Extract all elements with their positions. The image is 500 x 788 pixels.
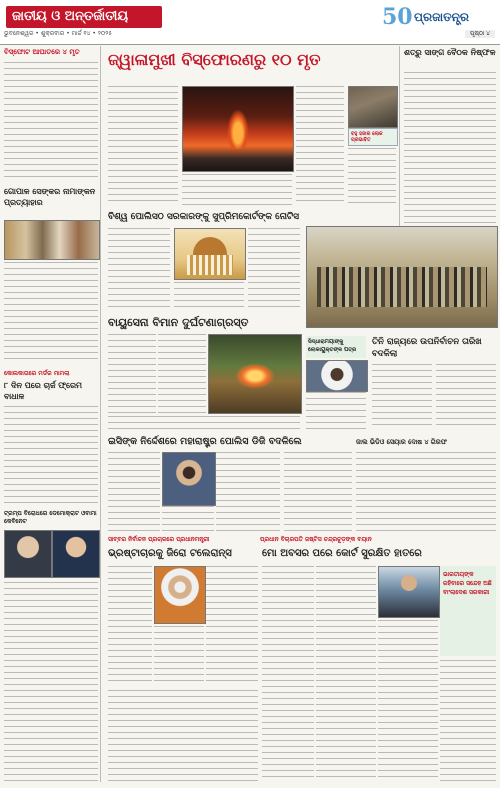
article-kicker: ପ୍ରଧାନ ବିଚାରପତି ଜଷ୍ଟିସ ଚନ୍ଦ୍ରଚୂଡ଼ଙ୍କ ବୟାନ <box>260 536 372 543</box>
article-body <box>108 86 178 206</box>
article-body <box>248 228 300 312</box>
supreme-court-photo <box>174 228 246 280</box>
page-number: ପୃଷ୍ଠା ୪ <box>465 30 495 38</box>
article-body <box>440 660 496 782</box>
article-headline: ବାୟୁସେନା ବିମାନ ଦୁର୍ଘଟଣାଗ୍ରସ୍ତ <box>108 316 249 329</box>
article-body <box>436 364 496 430</box>
lead-headline: ଜ୍ୱାଳାମୁଖୀ ବିସ୍ଫୋରଣରୁ ୧୦ ମୃତ <box>108 50 321 69</box>
article-body <box>348 148 396 206</box>
article-headline: ଟ୍ରମ୍ପ ବିରୋଧରେ ଡେମୋକ୍ରାଟ ଓବାମା କେବିନେଟ <box>4 510 97 525</box>
news-photo <box>348 86 398 128</box>
article-body <box>306 392 366 430</box>
anniversary-logo: 50 <box>382 4 413 30</box>
article-body <box>284 452 352 532</box>
article-body <box>262 566 314 782</box>
article-body <box>356 452 496 532</box>
article-body <box>174 282 244 312</box>
article-body <box>158 334 206 414</box>
masthead-logo: ପ୍ରଜାତନ୍ତ୍ର <box>414 10 470 24</box>
article-kicker: କୋଲକାତାରେ ମର୍ଡର ମାମଲା <box>4 370 70 377</box>
article-headline: ମୋ ଅବସର ପରେ କୋର୍ଟ ସୁରକ୍ଷିତ ହାତରେ <box>262 548 422 559</box>
article-body <box>378 620 438 782</box>
article-body <box>162 506 214 532</box>
side-headline: ବହୁ ହଜାର ଲୋକ ପ୍ରଭାବିତ <box>351 131 383 143</box>
rally-photo <box>306 226 498 328</box>
portrait-photo <box>52 530 100 578</box>
column-divider <box>100 46 101 782</box>
article-body <box>4 582 98 782</box>
volcano-photo <box>182 86 294 172</box>
article-body <box>108 228 170 312</box>
side-headline-box <box>348 128 398 146</box>
dateline: ଭୁବନେଶ୍ୱର • ଶୁକ୍ରବାର • ମାର୍ଚ୍ଚ ୧୪ • ୨୦୨୫ <box>4 30 112 37</box>
cji-photo <box>378 566 440 618</box>
page-header <box>0 0 500 45</box>
article-body <box>182 174 292 206</box>
article-headline-box <box>306 336 366 358</box>
article-headline: ଜାଲ ଭିଡିଓ ସେୟାର ଦୋଷ ୪ ଗିରଫ <box>356 438 447 446</box>
crash-photo <box>208 334 302 414</box>
article-body <box>108 566 152 686</box>
portrait-photo <box>306 360 368 392</box>
article-headline: ଭାରତୀୟଙ୍କ ରହିବାରେ ସନ୍ଦେହ ଅଛି ବାଂଲାଦେଶ ସରକାରୀ <box>443 571 492 596</box>
article-body <box>4 406 98 506</box>
article-headline: ୮ ଦିନ ପରେ ଚାର୍ଜ ଫ୍ରେମ ବାଧାଳ <box>4 381 83 401</box>
photo-caption <box>306 328 496 334</box>
article-headline: ଶତ୍ରୁ ସାଙ୍ଗ ବୈଠକ ନିଷ୍ଫଳ <box>404 48 496 57</box>
article-body <box>4 62 98 182</box>
article-body <box>316 566 376 782</box>
article-body <box>108 452 160 532</box>
article-body <box>296 86 344 206</box>
section-banner: ଜାତୀୟ ଓ ଅନ୍ତର୍ଜାତୀୟ <box>6 6 162 28</box>
article-kicker: ସାବ୍ବର ନିର୍ବାଚନ ପ୍ରଚାରରେ ପ୍ରଧାନମନ୍ତ୍ରୀ <box>108 536 210 543</box>
portrait-photo <box>4 530 52 578</box>
pm-photo <box>154 566 206 624</box>
article-headline: ଭ୍ରଷ୍ଟାଚାରକୁ ଜିରୋ ଟଲେରାନ୍ସ <box>108 548 232 559</box>
article-headline: ସିଦ୍ଧାରାମୟାଙ୍କୁ ଲୋକାୟୁକ୍ତଙ୍କ ପତ୍ର <box>308 339 357 353</box>
article-body <box>206 566 258 686</box>
article-headline: ତିନି ରାଜ୍ୟରେ ଉପନିର୍ବାଚନ ତାରିଖ ବଦଳିଲା <box>372 337 482 359</box>
news-box <box>440 566 496 656</box>
article-headline: ବିସ୍ଫୋଟ ଆଘାତରେ ୪ ମୃତ <box>4 48 80 56</box>
article-body <box>108 416 300 430</box>
news-photo <box>4 220 100 260</box>
article-headline: ଇସିଙ୍କ ନିର୍ଦ୍ଦେଶରେ ମହାରାଷ୍ଟ୍ର ପୋଲିସ ଡିଜି ବଦଳିଲେ <box>108 436 302 447</box>
article-body <box>216 452 280 532</box>
article-body <box>372 364 432 430</box>
portrait-photo <box>162 452 216 506</box>
article-body <box>108 690 258 782</box>
article-body <box>4 262 98 364</box>
article-body <box>108 334 156 414</box>
article-headline: ବିଶ୍ୱ ପୋଲିସଠ ସରକାରଙ୍କୁ ସୁପ୍ରିମକୋର୍ଟଙ୍କ ନୋଟିସ <box>108 212 300 222</box>
article-body <box>154 626 204 686</box>
article-headline: ଗୋପାଳ ସେଙ୍କର ନାମାଙ୍କନ ପ୍ରତ୍ୟାହାର <box>4 187 96 207</box>
